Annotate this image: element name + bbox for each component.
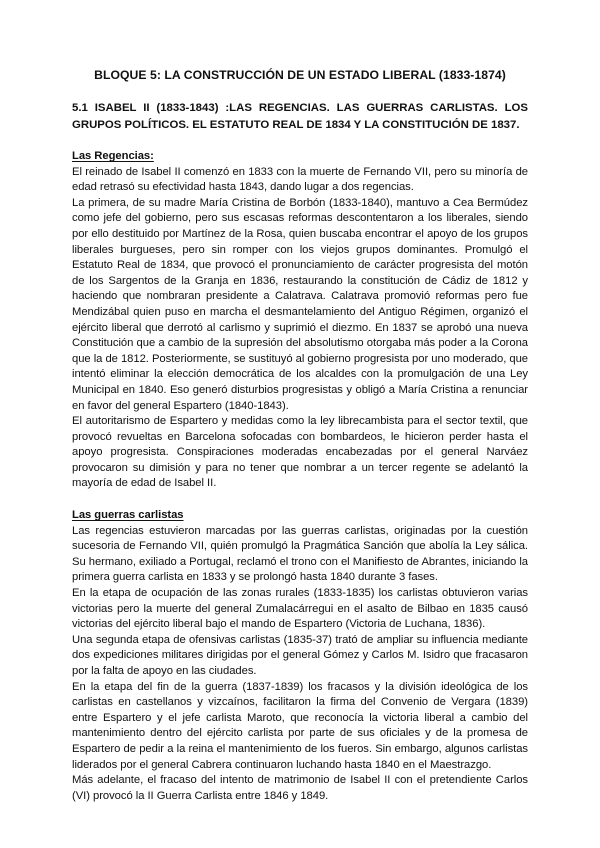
paragraph: Una segunda etapa de ofensivas carlistas (1835-37) trató de ampliar su influencia mediante dos expediciones militares dirigidas por el general Gómez y Carlos M. Isidro que fracasaron por la falta de apoyo en las ciudades. bbox=[72, 633, 528, 677]
paragraph: El autoritarismo de Espartero y medidas como la ley librecambista para el sector textil, que provocó revueltas en Barcelona sofocadas con bombardeos, le hicieron perder hasta el apoyo progresista. Conspiraciones moderadas encabezadas por el general Narváez provocaron su dimisión y para no tener que nombrar a un tercer regente se adelantó la mayoría de edad de Isabel II. bbox=[72, 415, 528, 490]
paragraph: Las regencias estuvieron marcadas por las guerras carlistas, originadas por la cuestión sucesoria de Fernando VII, quién promulgó la Pragmática Sanción que abolía la Ley sálica. Su hermano, exiliado a Portugal, reclamó el trono con el Manifiesto de Abrantes, iniciando la primera guerra carlista en 1833 y se prolongó hasta 1840 durante 3 fases. bbox=[72, 524, 528, 584]
paragraph: En la etapa de ocupación de las zonas rurales (1833-1835) los carlistas obtuvieron varias victorias pero la muerte del general Zumalacárregui en el asalto de Bilbao en 1835 causó victorias del ejército liberal bajo el mando de Espartero (Victoria de Luchana, 1836). bbox=[72, 587, 528, 631]
section-subtitle: 5.1 ISABEL II (1833-1843) :LAS REGENCIAS. LAS GUERRAS CARLISTAS. LOS GRUPOS POLÍTICOS. EL ESTATUTO REAL DE 1834 Y LA CONSTITUCIÓN DE 1837. bbox=[72, 102, 528, 131]
section-heading-regencias: Las Regencias: bbox=[72, 150, 154, 162]
section-heading-guerras-carlistas: Las guerras carlistas bbox=[72, 509, 184, 522]
document-title: BLOQUE 5: LA CONSTRUCCIÓN DE UN ESTADO LIBERAL (1833-1874) bbox=[94, 68, 506, 82]
paragraph: Más adelante, el fracaso del intento de matrimonio de Isabel II con el pretendiente Carlos (VI) provocó la II Guerra Carlista entre 1846 y 1849. bbox=[72, 774, 528, 802]
document-body bbox=[72, 149, 528, 804]
paragraph: En la etapa del fin de la guerra (1837-1839) los fracasos y la división ideológica de los carlistas en castellanos y vizcaínos, facilitaron la firma del Convenio de Vergara (1839) entre Espartero y el jefe carlista Maroto, que reconocía la victoria liberal a cambio del mantenimiento dentro del ejército carlista por parte de sus oficiales y de la promesa de Espartero de pedir a la reina el mantenimiento de los fueros. Sin embargo, algunos carlistas liderados por el general Cabrera continuaron luchando hasta 1840 en el Maestrazgo. bbox=[72, 680, 528, 771]
paragraph: La primera, de su madre María Cristina de Borbón (1833-1840), mantuvo a Cea Bermúdez como jefe del gobierno, pero sus escasas reformas descontentaron a los liberales, siendo por ello destituido por Martínez de la Rosa, quien buscaba encontrar el apoyo de los grupos liberales burgueses, pero sin romper con los viejos grupos dominantes. Promulgó el Estatuto Real de 1834, que provocó el pronunciamiento de carácter progresista del motón de los Sargentos de la Granja en 1836, restaurando la constitución de Cádiz de 1812 y haciendo que nombraran presidente a Calatrava. Calatrava promovió reformas pero fue Mendizábal quien puso en marcha el desmantelamiento del Antiguo Régimen, organizó el ejército liberal que derrotó al carlismo y suprimió el diezmo. En 1837 se aprobó una nueva Constitución que a cambio de la supresión del absolutismo otorgaba más poder a la Corona que la de 1812. Posteriormente, se sustituyó al gobierno progresista por uno moderado, que intentó eliminar la elección democrática de los alcaldes con la promulgación de una Ley Municipal en 1840. Eso generó disturbios progresistas y obligó a María Cristina a renunciar en favor del general Espartero (1840-1843). bbox=[72, 196, 528, 412]
paragraph: El reinado de Isabel II comenzó en 1833 con la muerte de Fernando VII, pero su minoría de edad retrasó su efectividad hasta 1843, dando lugar a dos regencias. bbox=[72, 165, 528, 194]
